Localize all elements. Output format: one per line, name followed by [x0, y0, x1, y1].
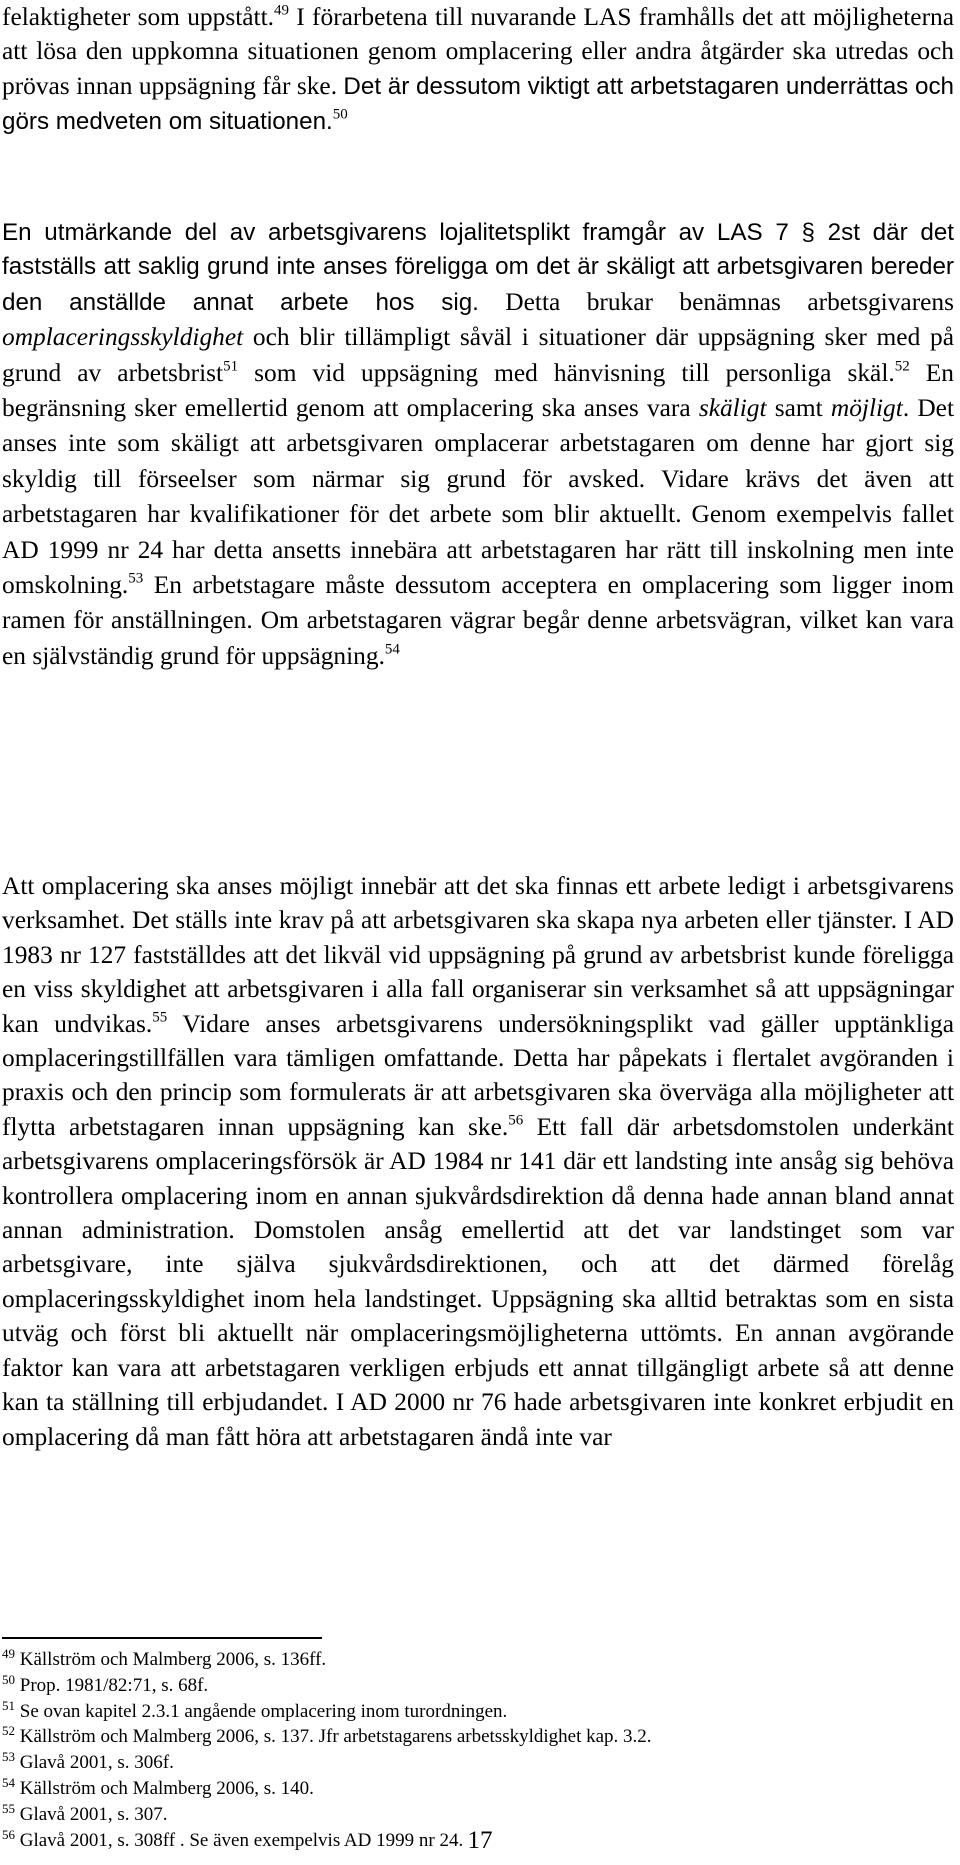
footnote-text: Källström och Malmberg 2006, s. 136ff. — [15, 1649, 327, 1670]
footnote-ref[interactable]: 53 — [128, 570, 144, 587]
paragraph-text: En arbetstagare måste dessutom acceptera en omplacering som ligger inom ramen för anställningen. Om arbetstagaren vägrar begår denne arbetsvägran, vilket kan vara en självständig grund för uppsägning. — [2, 571, 954, 670]
paragraph-text: En begränsning sker emellertid genom att omplacering ska anses vara — [2, 358, 954, 423]
paragraph-text: felaktigheter som uppstått. — [2, 3, 274, 31]
footnote-list — [2, 1647, 952, 1853]
footnote-number: 50 — [2, 1671, 15, 1687]
footnote-53 — [2, 1750, 952, 1776]
emphasis-term: möjligt — [830, 394, 903, 423]
page-number: 17 — [467, 1827, 493, 1854]
paragraph-text: som vid uppsägning med hänvisning till personliga skäl. — [238, 358, 895, 387]
footnote-52 — [2, 1724, 952, 1750]
paragraph-text: . Det anses inte som skäligt att arbetsgivaren omplacerar arbetstagaren om denne har gjort sig skyldig till förseelser som närmar sig grund för avsked. Vidare krävs det även att arbetstagaren har kvalifikationer för det arbete som blir aktuellt. Genom exempelvis fallet AD 1999 nr 24 har detta ansetts innebära att arbetstagaren har rätt till inskolning men inte omskolning. — [2, 394, 954, 600]
footnote-ref[interactable]: 50 — [332, 106, 348, 123]
paragraph-text: Ett fall där arbetsdomstolen underkänt arbetsgivarens omplaceringsförsök är AD 1984 nr 141 där ett landsting inte ansåg sig behöva kontrollera omplacering inom en annan sjukvårdsdirektion då denna hade annan bland annat annan administration. Domstolen ansåg emellertid att det var landstinget som var arbetsgivare, inte själva sjukvårdsdirektionen, och att det därmed förelåg omplaceringsskyldighet inom hela landstinget. Uppsägning ska alltid betraktas som en sista utväg och först bli aktuellt när omplaceringsmöjligheterna uttömts. En annan avgörande faktor kan vara att arbetstagaren verkligen erbjuds ett annat tillgängligt arbete så att denne kan ta ställning till erbjudandet. I AD 2000 nr 76 hade arbetsgivaren inte konkret erbjudit en omplacering då man fått höra att arbetstagaren ändå inte var — [2, 1112, 954, 1451]
footnote-ref[interactable]: 51 — [223, 358, 239, 375]
emphasis-term: omplaceringsskyldighet — [2, 323, 244, 352]
paragraph-text: I förarbetena till nuvarande LAS framhålls det att möjligheterna att lösa den uppkomna situationen genom omplacering eller andra åtgärder ska utredas och prövas innan uppsägning får ske. — [2, 3, 955, 100]
paragraph-text: Att omplacering ska anses möjligt innebär att det ska finnas ett arbete ledigt i arbetsgivarens verksamhet. Det ställs inte krav på att arbetsgivaren ska skapa nya arbeten eller tjänster. I AD 1983 nr 127 fastställdes att det likväl vid uppsägning på grund av arbetsbrist kunde föreligga en viss skyldighet att arbetsgivaren i alla fall organiserar sin verksamhet så att uppsägningar kan undvikas. — [2, 872, 954, 1038]
footnote-54 — [2, 1776, 952, 1802]
paragraph-text: och blir tillämpligt såväl i situationer där uppsägning sker med på grund av arbetsbrist — [2, 323, 954, 387]
footnote-51 — [2, 1699, 952, 1725]
footnote-ref[interactable]: 55 — [152, 1009, 168, 1026]
footnote-49 — [2, 1647, 952, 1673]
footnote-number: 53 — [2, 1749, 15, 1765]
footnote-text: Glavå 2001, s. 306f. — [15, 1752, 174, 1774]
footnote-number: 51 — [2, 1697, 15, 1713]
footnote-text: Glavå 2001, s. 308ff . Se även exempelvis AD 1999 nr 24. — [15, 1829, 464, 1851]
footnote-text: Se ovan kapitel 2.3.1 angående omplacering inom turordningen. — [15, 1700, 508, 1722]
paragraph-text: Detta brukar benämnas arbetsgivarens — [478, 287, 954, 316]
footnote-ref[interactable]: 52 — [894, 358, 910, 375]
footnote-text: Källström och Malmberg 2006, s. 140. — [15, 1777, 314, 1799]
footnote-number: 49 — [2, 1645, 15, 1661]
paragraph-text: Vidare anses arbetsgivarens undersökningsplikt vad gäller upptänkliga omplaceringstillfällen vara tämligen omfattande. Detta har påpekats i flertalet avgöranden i praxis och den princip som formulerats är att arbetsgivaren ska överväga alla möjligheter att flytta arbetstagaren innan uppsägning kan ske. — [2, 1009, 954, 1141]
footnote-text: Prop. 1981/82:71, s. 68f. — [15, 1674, 209, 1696]
body-paragraph-1 — [2, 0, 954, 140]
footnote-number: 52 — [2, 1723, 15, 1739]
footnote-ref[interactable]: 54 — [384, 641, 400, 658]
footnote-number: 56 — [2, 1826, 15, 1842]
paragraph-text: samt — [766, 394, 831, 423]
footnote-55 — [2, 1802, 952, 1828]
footnote-divider — [2, 1637, 322, 1639]
footnote-number: 54 — [2, 1774, 15, 1790]
paragraph-text: En utmärkande del av arbetsgivarens lojalitetsplikt framgår av LAS 7 § 2st där det fastställs att saklig grund inte anses föreligga om det är skäligt att arbetsgivaren bereder den anställde annat arbete hos sig. — [2, 219, 954, 316]
footnote-ref[interactable]: 49 — [273, 2, 289, 19]
footnote-number: 55 — [2, 1800, 15, 1816]
footnote-text: Källström och Malmberg 2006, s. 137. Jfr arbetstagarens arbetsskyldighet kap. 3.2. — [15, 1726, 652, 1748]
paragraph-text: Det är dessutom viktigt att arbetstagaren underrättas och görs medveten om situationen. — [2, 72, 954, 136]
footnote-50 — [2, 1673, 952, 1699]
body-paragraph-3 — [2, 869, 954, 1454]
footnote-ref[interactable]: 56 — [508, 1112, 524, 1129]
footnote-text: Glavå 2001, s. 307. — [15, 1803, 168, 1825]
emphasis-term: skäligt — [698, 394, 767, 423]
body-paragraph-2 — [2, 216, 954, 674]
